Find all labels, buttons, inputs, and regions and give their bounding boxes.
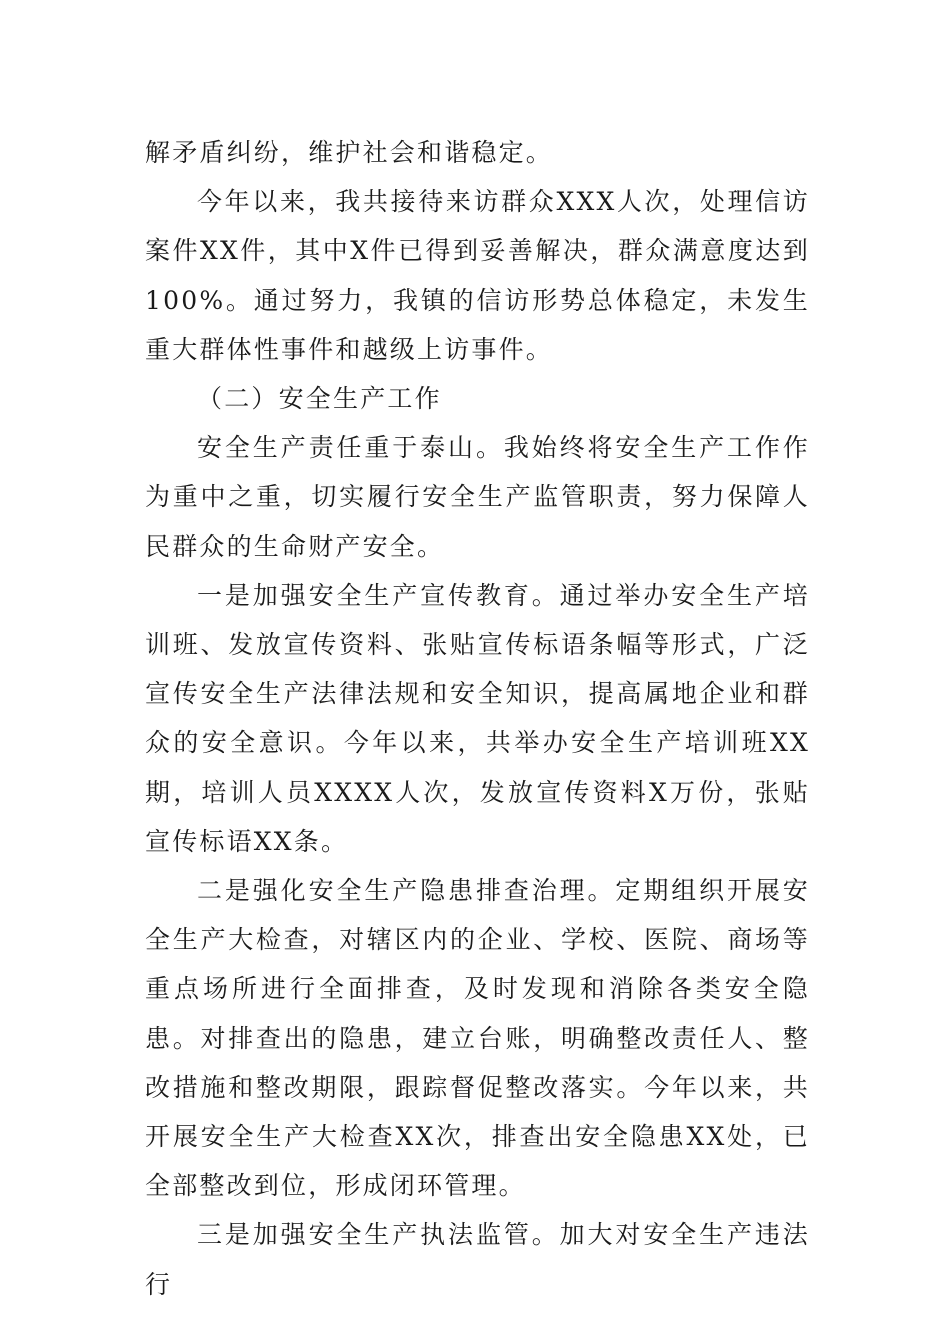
paragraph-petition-stats: 今年以来，我共接待来访群众XXX人次，处理信访案件XX件，其中X件已得到妥善解决，群众满意度达到100%。通过努力，我镇的信访形势总体稳定，未发生重大群体性事件和越级上访事件。: [145, 187, 810, 364]
paragraph-safety-intro: 安全生产责任重于泰山。我始终将安全生产工作作为重中之重，切实履行安全生产监管职责，努力保障人民群众的生命财产安全。: [145, 433, 810, 561]
section-heading-safety-production: （二）安全生产工作: [197, 384, 442, 414]
paragraph-hazard-inspection: 二是强化安全生产隐患排查治理。定期组织开展安全生产大检查，对辖区内的企业、学校、医院、商场等重点场所进行全面排查，及时发现和消除各类安全隐患。对排查出的隐患，建立台账，明确整改责任人、整改措施和整改期限，跟踪督促整改落实。今年以来，共开展安全生产大检查XX次，排查出安全隐患XX处，已全部整改到位，形成闭环管理。: [145, 876, 810, 1201]
paragraph-safety-education: 一是加强安全生产宣传教育。通过举办安全生产培训班、发放宣传资料、张贴宣传标语条幅等形式，广泛宣传安全生产法律法规和安全知识，提高属地企业和群众的安全意识。今年以来，共举办安全生产培训班XX期，培训人员XXXX人次，发放宣传资料X万份，张贴宣传标语XX条。: [145, 580, 810, 856]
document-body: [145, 128, 810, 1309]
paragraph-continuation: 解矛盾纠纷，维护社会和谐稳定。: [145, 138, 554, 167]
paragraph-law-enforcement: 三是加强安全生产执法监管。加大对安全生产违法行: [145, 1220, 810, 1299]
